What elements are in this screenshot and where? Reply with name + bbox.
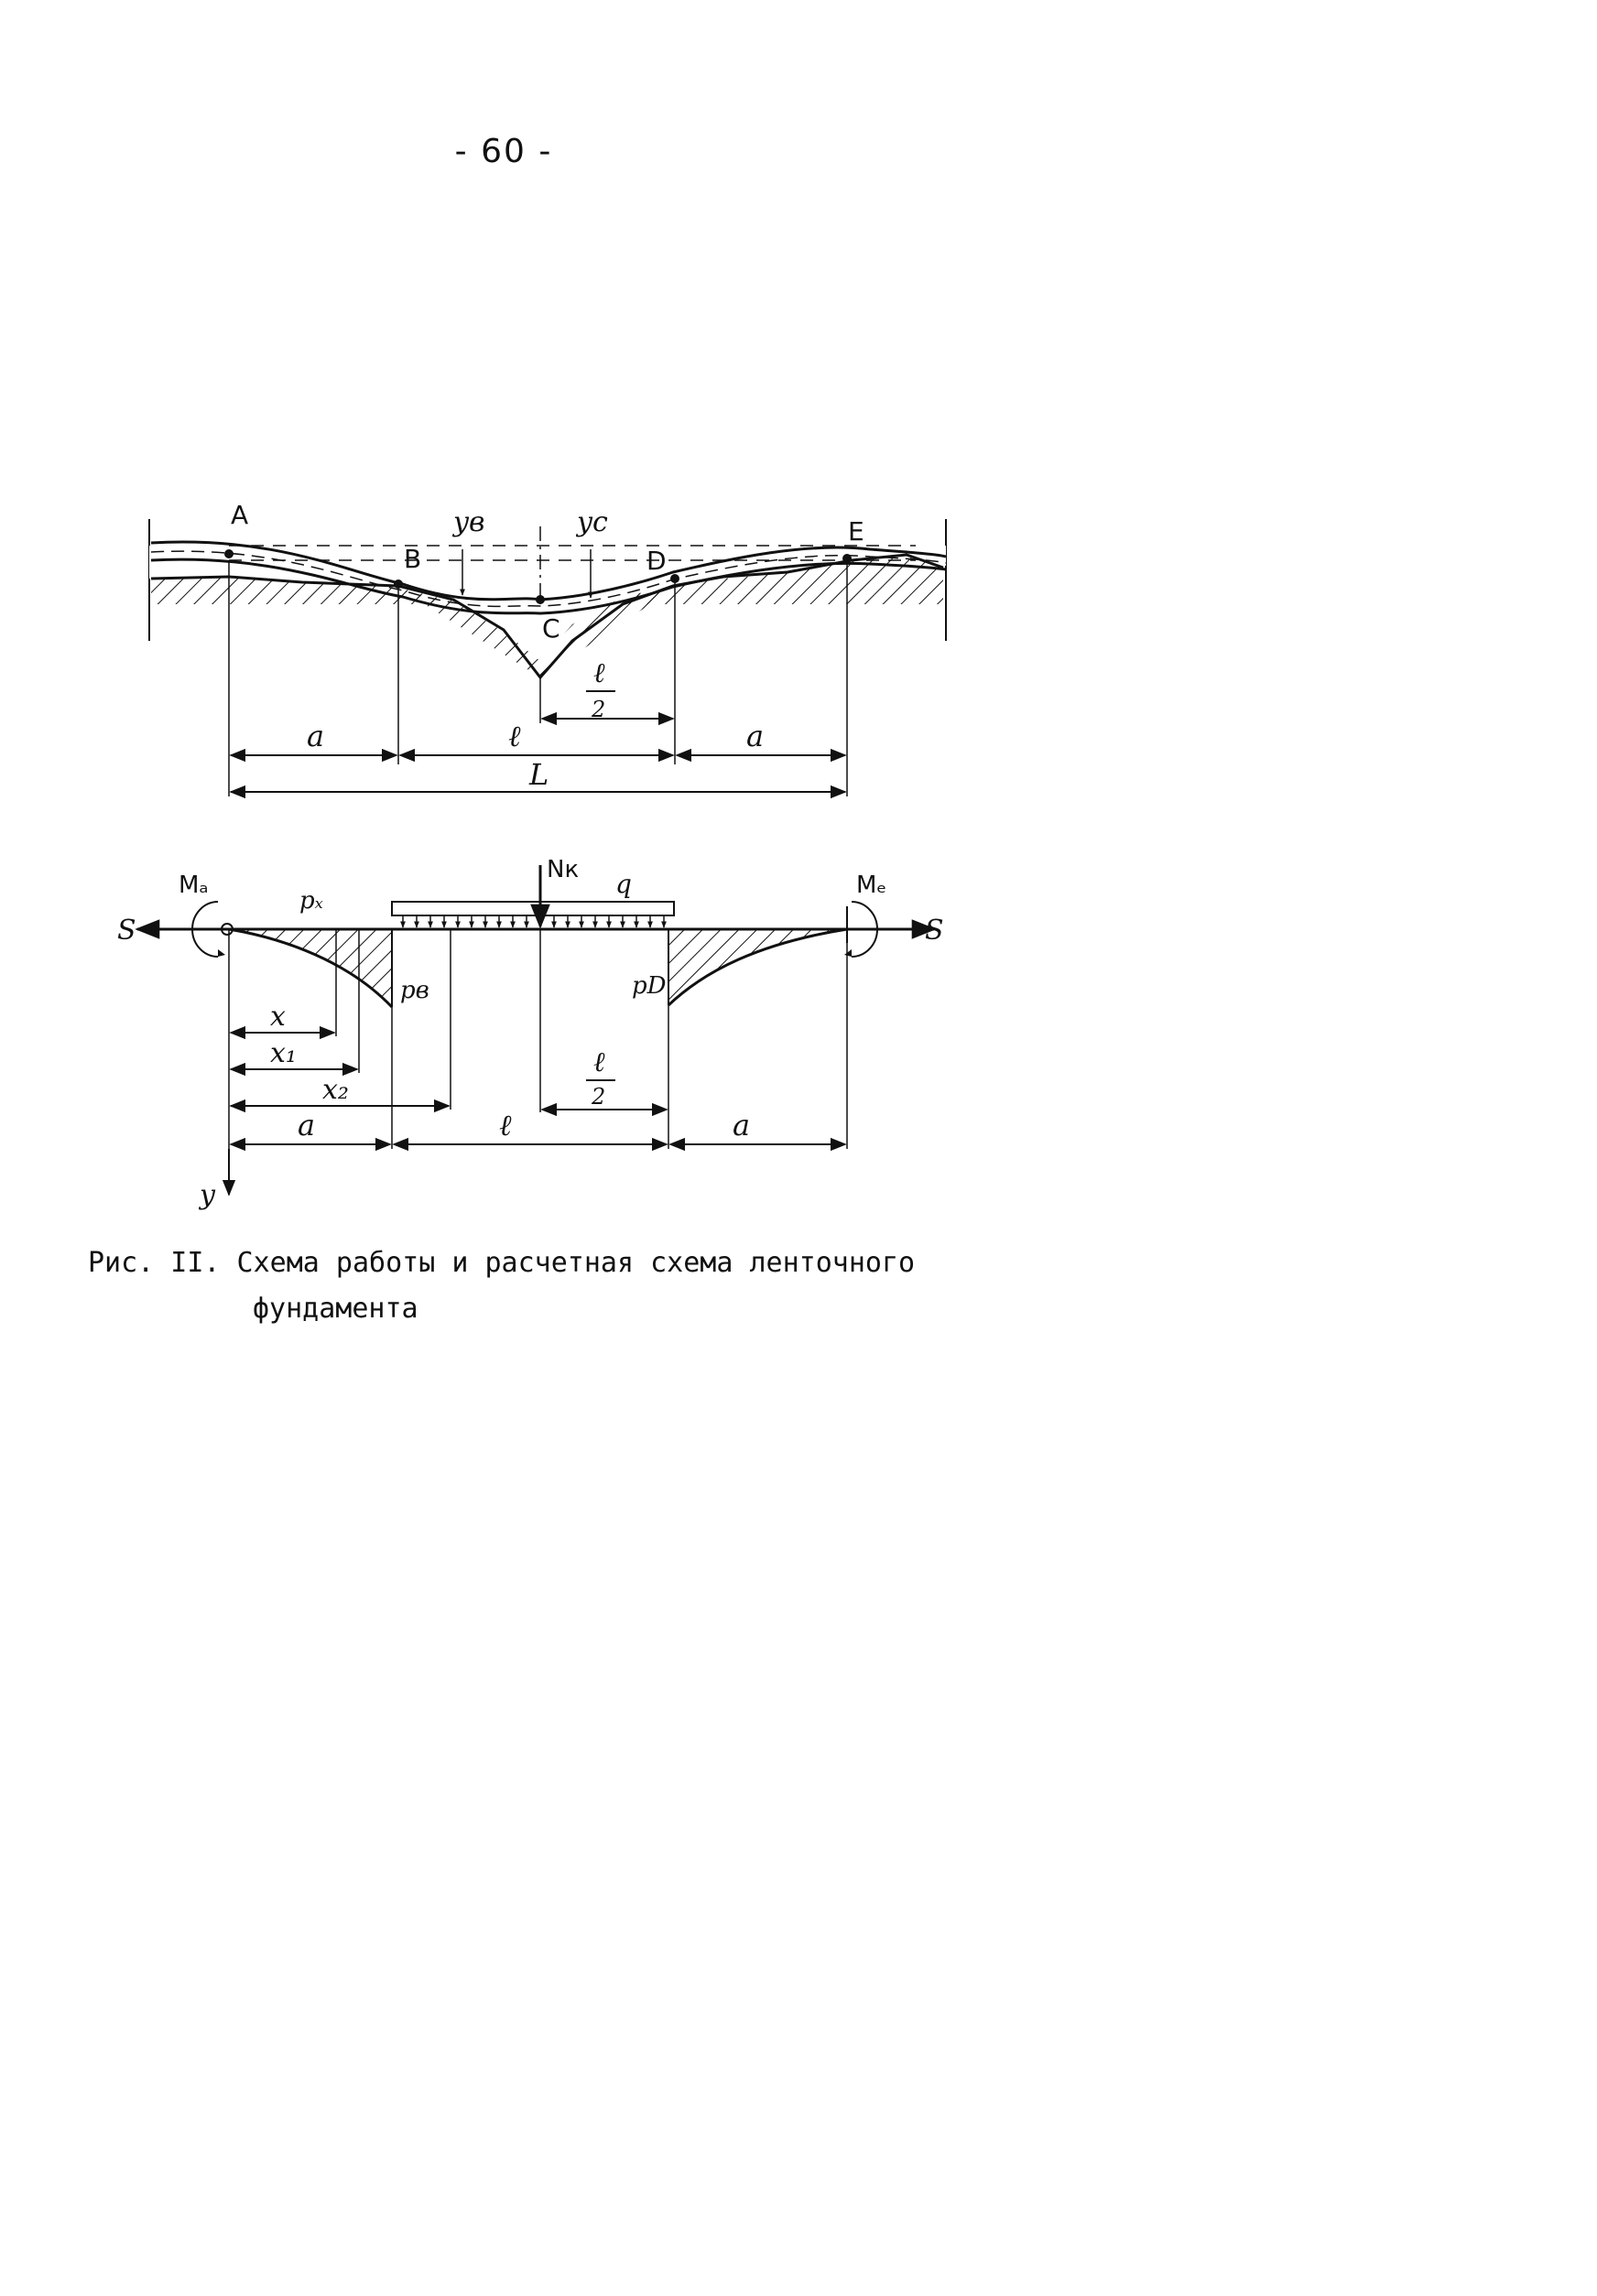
half-span-bottom-denominator: 2 (592, 1084, 606, 1110)
caption-line-2: фундамента (253, 1293, 418, 1325)
uniform-load-q-label: q (615, 869, 632, 899)
point-c-label: C (542, 613, 560, 644)
half-span-top-denominator: 2 (592, 697, 606, 722)
point-a-marker (224, 549, 234, 558)
caption-line-1: Рис. II. Схема работы и расчетная схема ленточного (88, 1247, 916, 1279)
force-s-right-label: S (925, 915, 944, 947)
dim-a-left-bottom-label: a (298, 1108, 316, 1143)
dim-a-left-top-label: a (307, 719, 325, 753)
half-span-top-numerator: ℓ (593, 657, 605, 689)
point-c-marker (536, 595, 545, 604)
moment-a-label: Mₐ (179, 872, 209, 899)
concentrated-load-n-label: Nк (547, 856, 580, 883)
dim-a-right-top-label: a (746, 719, 765, 753)
dim-l-bottom-label: ℓ (499, 1108, 512, 1143)
point-a-label: A (231, 500, 249, 530)
moment-e-label: Mₑ (856, 872, 887, 899)
pressure-px-label: pₓ (299, 887, 323, 915)
point-b-label: B (404, 544, 422, 574)
dim-L-top-label: L (529, 757, 549, 792)
dim-x-label: x (270, 1001, 286, 1033)
page-number: - 60 - (454, 133, 553, 170)
point-d-label: D (646, 546, 667, 576)
point-e-label: E (848, 516, 864, 547)
figure-caption (88, 1240, 1095, 1332)
design-scheme-diagram (117, 856, 944, 1211)
deflection-c-label: yc (577, 506, 608, 538)
dim-l-top-label: ℓ (508, 719, 521, 753)
force-s-left-label: S (117, 915, 136, 947)
axis-y-label: y (200, 1179, 215, 1211)
uniform-load-arrows (403, 915, 664, 927)
pressure-pb-label: pв (400, 977, 429, 1004)
half-span-bottom-numerator: ℓ (593, 1046, 605, 1078)
deflection-b-label: yв (453, 506, 485, 538)
dim-x2-label: x₂ (322, 1074, 349, 1106)
dim-a-right-bottom-label: a (733, 1108, 751, 1143)
pressure-diagram-left-fill (229, 929, 392, 1007)
pressure-pd-label: pD (632, 972, 667, 1000)
uniform-load-q-block (392, 902, 674, 915)
pressure-diagram-right-fill (668, 929, 847, 1005)
work-scheme-diagram (149, 500, 946, 796)
dim-x1-label: x₁ (270, 1037, 297, 1069)
